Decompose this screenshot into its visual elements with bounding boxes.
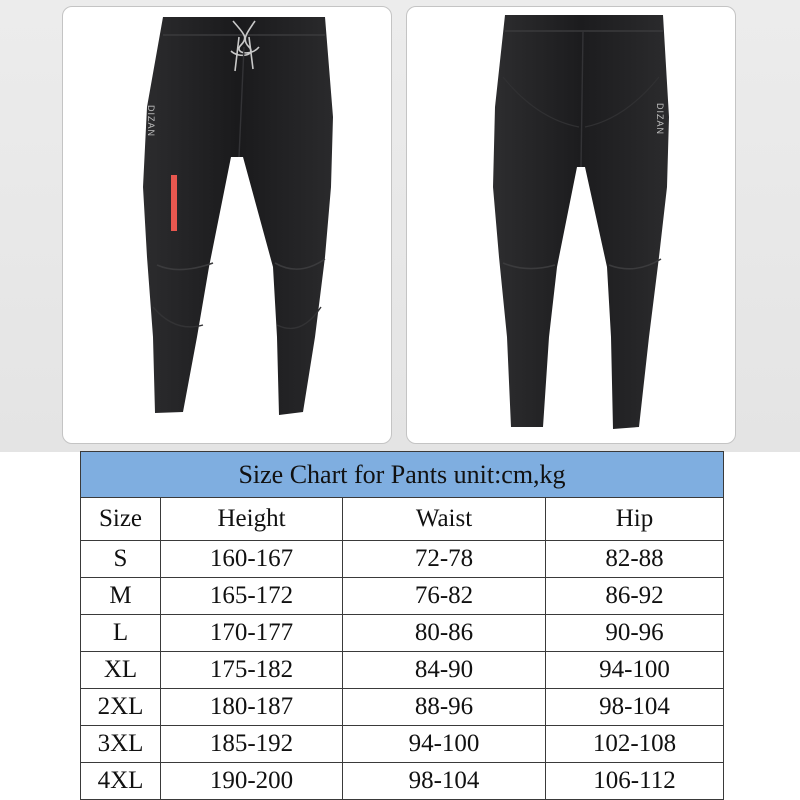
pants-back-illustration (407, 7, 735, 443)
table-row (81, 541, 724, 578)
cell-waist: 84-90 (343, 652, 546, 689)
cell-waist: 98-104 (343, 763, 546, 800)
pants-back-body (493, 15, 669, 429)
cell-height: 160-167 (161, 541, 343, 578)
cell-hip: 102-108 (546, 726, 724, 763)
table-row (81, 726, 724, 763)
cell-waist: 88-96 (343, 689, 546, 726)
cell-height: 175-182 (161, 652, 343, 689)
cell-size: XL (81, 652, 161, 689)
table-row (81, 652, 724, 689)
cell-size: S (81, 541, 161, 578)
cell-size: 3XL (81, 726, 161, 763)
cell-hip: 106-112 (546, 763, 724, 800)
header-size: Size (81, 498, 161, 541)
brand-print-right: DIZAN (655, 103, 665, 135)
header-hip: Hip (546, 498, 724, 541)
cell-height: 165-172 (161, 578, 343, 615)
header-height: Height (161, 498, 343, 541)
size-chart-header-row (81, 498, 724, 541)
pants-front-illustration (63, 7, 391, 443)
cell-hip: 98-104 (546, 689, 724, 726)
cell-height: 185-192 (161, 726, 343, 763)
cell-waist: 72-78 (343, 541, 546, 578)
cell-size: M (81, 578, 161, 615)
cell-size: L (81, 615, 161, 652)
header-waist: Waist (343, 498, 546, 541)
table-row (81, 578, 724, 615)
cell-waist: 76-82 (343, 578, 546, 615)
cell-hip: 90-96 (546, 615, 724, 652)
table-row (81, 763, 724, 800)
back-view-photo (406, 6, 736, 444)
cell-size: 4XL (81, 763, 161, 800)
front-view-photo (62, 6, 392, 444)
cell-hip: 94-100 (546, 652, 724, 689)
cell-hip: 82-88 (546, 541, 724, 578)
cell-height: 180-187 (161, 689, 343, 726)
brand-print-left: DIZAN (146, 105, 156, 137)
cell-size: 2XL (81, 689, 161, 726)
table-row (81, 689, 724, 726)
cell-waist: 80-86 (343, 615, 546, 652)
size-chart-table (80, 451, 724, 800)
size-chart-title: Size Chart for Pants unit:cm,kg (81, 452, 724, 498)
table-row (81, 615, 724, 652)
cell-waist: 94-100 (343, 726, 546, 763)
red-stripe-accent (171, 175, 177, 231)
cell-height: 170-177 (161, 615, 343, 652)
cell-height: 190-200 (161, 763, 343, 800)
cell-hip: 86-92 (546, 578, 724, 615)
